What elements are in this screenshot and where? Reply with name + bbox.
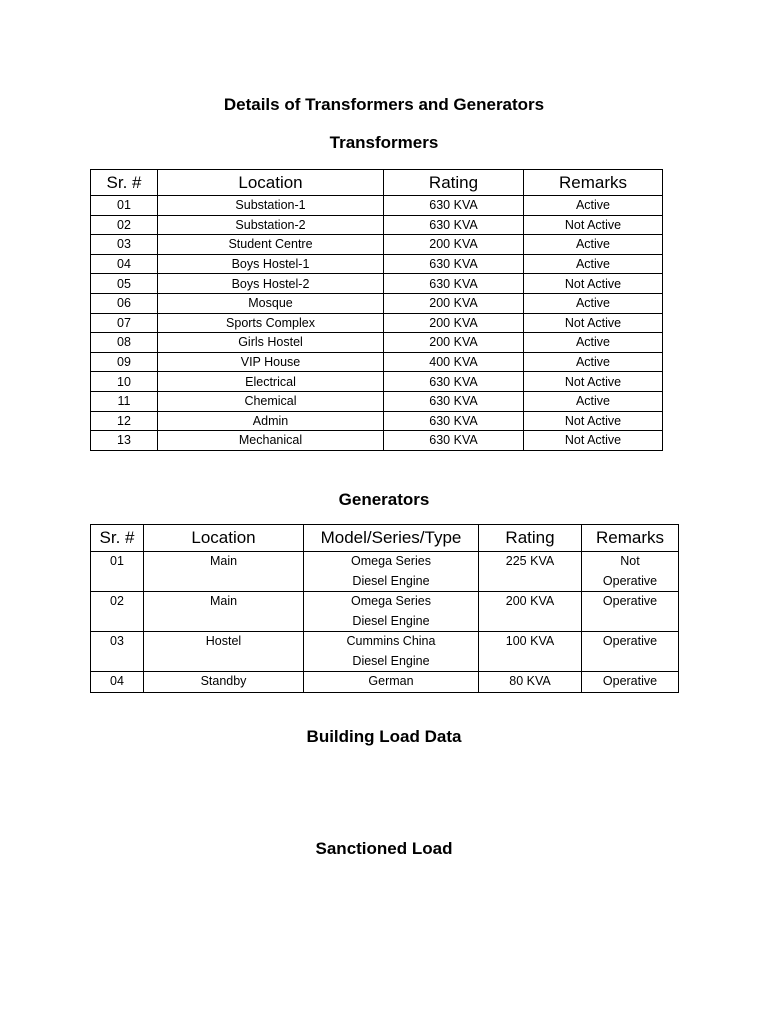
cell-sr: 01 <box>91 552 144 592</box>
cell-location: Student Centre <box>158 235 384 255</box>
cell-location: Electrical <box>158 372 384 392</box>
table-row <box>91 672 679 693</box>
cell-sr: 02 <box>91 215 158 235</box>
table-row <box>91 313 663 333</box>
cell-sr: 09 <box>91 352 158 372</box>
cell-remarks: Active <box>524 293 663 313</box>
cell-model <box>304 632 479 672</box>
column-header-location: Location <box>158 170 384 196</box>
cell-rating: 225 KVA <box>479 552 582 592</box>
cell-remarks: Not Active <box>524 431 663 451</box>
cell-sr: 04 <box>91 254 158 274</box>
cell-location: Hostel <box>144 632 304 672</box>
cell-remarks: Not Active <box>524 313 663 333</box>
cell-location: Substation-1 <box>158 196 384 216</box>
column-header-rating: Rating <box>384 170 524 196</box>
generators-table <box>90 524 679 693</box>
table-row <box>91 632 679 672</box>
building-load-heading: Building Load Data <box>306 727 462 746</box>
cell-sr: 03 <box>91 235 158 255</box>
cell-location: Mosque <box>158 293 384 313</box>
cell-sr: 05 <box>91 274 158 294</box>
cell-line: Operative <box>602 573 658 588</box>
cell-remarks: Active <box>524 235 663 255</box>
column-header-remarks: Remarks <box>524 170 663 196</box>
cell-rating: 630 KVA <box>384 254 524 274</box>
cell-location: Standby <box>144 672 304 693</box>
table-row <box>91 372 663 392</box>
cell-rating: 200 KVA <box>479 592 582 632</box>
cell-sr: 06 <box>91 293 158 313</box>
cell-rating: 80 KVA <box>479 672 582 693</box>
cell-location: Boys Hostel-1 <box>158 254 384 274</box>
cell-line: Cummins China <box>346 634 436 648</box>
cell-sr: 02 <box>91 592 144 632</box>
cell-sr: 04 <box>91 672 144 693</box>
generators-heading: Generators <box>338 490 430 509</box>
table-row <box>91 352 663 372</box>
cell-location: Chemical <box>158 391 384 411</box>
cell-line: Operative <box>602 674 658 688</box>
cell-rating: 630 KVA <box>384 411 524 431</box>
cell-location: Mechanical <box>158 431 384 451</box>
cell-line: Diesel Engine <box>352 613 430 628</box>
cell-remarks: Active <box>524 196 663 216</box>
cell-location: Substation-2 <box>158 215 384 235</box>
cell-line: Diesel Engine <box>352 653 430 668</box>
cell-sr: 13 <box>91 431 158 451</box>
cell-line: Not <box>620 554 640 568</box>
cell-location: Admin <box>158 411 384 431</box>
cell-remarks <box>582 552 679 592</box>
table-row <box>91 333 663 353</box>
cell-remarks: Not Active <box>524 274 663 294</box>
cell-model <box>304 672 479 693</box>
cell-rating: 630 KVA <box>384 431 524 451</box>
table-row <box>91 411 663 431</box>
table-row <box>91 196 663 216</box>
cell-rating: 100 KVA <box>479 632 582 672</box>
transformers-heading: Transformers <box>329 133 439 152</box>
cell-remarks: Not Active <box>524 372 663 392</box>
cell-rating: 630 KVA <box>384 391 524 411</box>
cell-sr: 01 <box>91 196 158 216</box>
cell-remarks: Active <box>524 333 663 353</box>
cell-location: Boys Hostel-2 <box>158 274 384 294</box>
table-row <box>91 235 663 255</box>
cell-rating: 200 KVA <box>384 333 524 353</box>
cell-rating: 400 KVA <box>384 352 524 372</box>
cell-rating: 630 KVA <box>384 372 524 392</box>
cell-location: Sports Complex <box>158 313 384 333</box>
table-row <box>91 254 663 274</box>
cell-model <box>304 552 479 592</box>
cell-remarks: Not Active <box>524 411 663 431</box>
cell-sr: 12 <box>91 411 158 431</box>
table-row <box>91 215 663 235</box>
table-row <box>91 431 663 451</box>
cell-line: German <box>368 674 414 688</box>
cell-rating: 630 KVA <box>384 196 524 216</box>
cell-location: Main <box>144 552 304 592</box>
cell-remarks: Not Active <box>524 215 663 235</box>
table-row <box>91 391 663 411</box>
generators-header-row <box>91 525 679 552</box>
cell-remarks: Active <box>524 254 663 274</box>
sanctioned-load-heading: Sanctioned Load <box>315 839 453 858</box>
column-header-location: Location <box>144 525 304 552</box>
cell-remarks <box>582 632 679 672</box>
cell-sr: 03 <box>91 632 144 672</box>
cell-remarks <box>582 672 679 693</box>
cell-line: Operative <box>602 634 658 648</box>
cell-line: Operative <box>602 594 658 608</box>
cell-rating: 200 KVA <box>384 313 524 333</box>
cell-sr: 10 <box>91 372 158 392</box>
transformers-header-row <box>91 170 663 196</box>
generators-table-body <box>91 552 679 693</box>
transformers-table <box>90 169 663 451</box>
column-header-sr: Sr. # <box>91 525 144 552</box>
cell-sr: 07 <box>91 313 158 333</box>
table-row <box>91 592 679 632</box>
cell-sr: 11 <box>91 391 158 411</box>
cell-line: Omega Series <box>351 554 431 568</box>
cell-remarks <box>582 592 679 632</box>
document-title: Details of Transformers and Generators <box>223 95 545 114</box>
cell-rating: 200 KVA <box>384 235 524 255</box>
cell-location: Girls Hostel <box>158 333 384 353</box>
column-header-model: Model/Series/Type <box>304 525 479 552</box>
table-row <box>91 274 663 294</box>
table-row <box>91 552 679 592</box>
cell-sr: 08 <box>91 333 158 353</box>
cell-remarks: Active <box>524 391 663 411</box>
cell-rating: 630 KVA <box>384 215 524 235</box>
cell-rating: 200 KVA <box>384 293 524 313</box>
table-row <box>91 293 663 313</box>
transformers-table-body <box>91 196 663 451</box>
cell-model <box>304 592 479 632</box>
column-header-remarks: Remarks <box>582 525 679 552</box>
cell-rating: 630 KVA <box>384 274 524 294</box>
cell-location: VIP House <box>158 352 384 372</box>
cell-line: Diesel Engine <box>352 573 430 588</box>
column-header-rating: Rating <box>479 525 582 552</box>
column-header-sr: Sr. # <box>91 170 158 196</box>
cell-remarks: Active <box>524 352 663 372</box>
cell-location: Main <box>144 592 304 632</box>
cell-line: Omega Series <box>351 594 431 608</box>
